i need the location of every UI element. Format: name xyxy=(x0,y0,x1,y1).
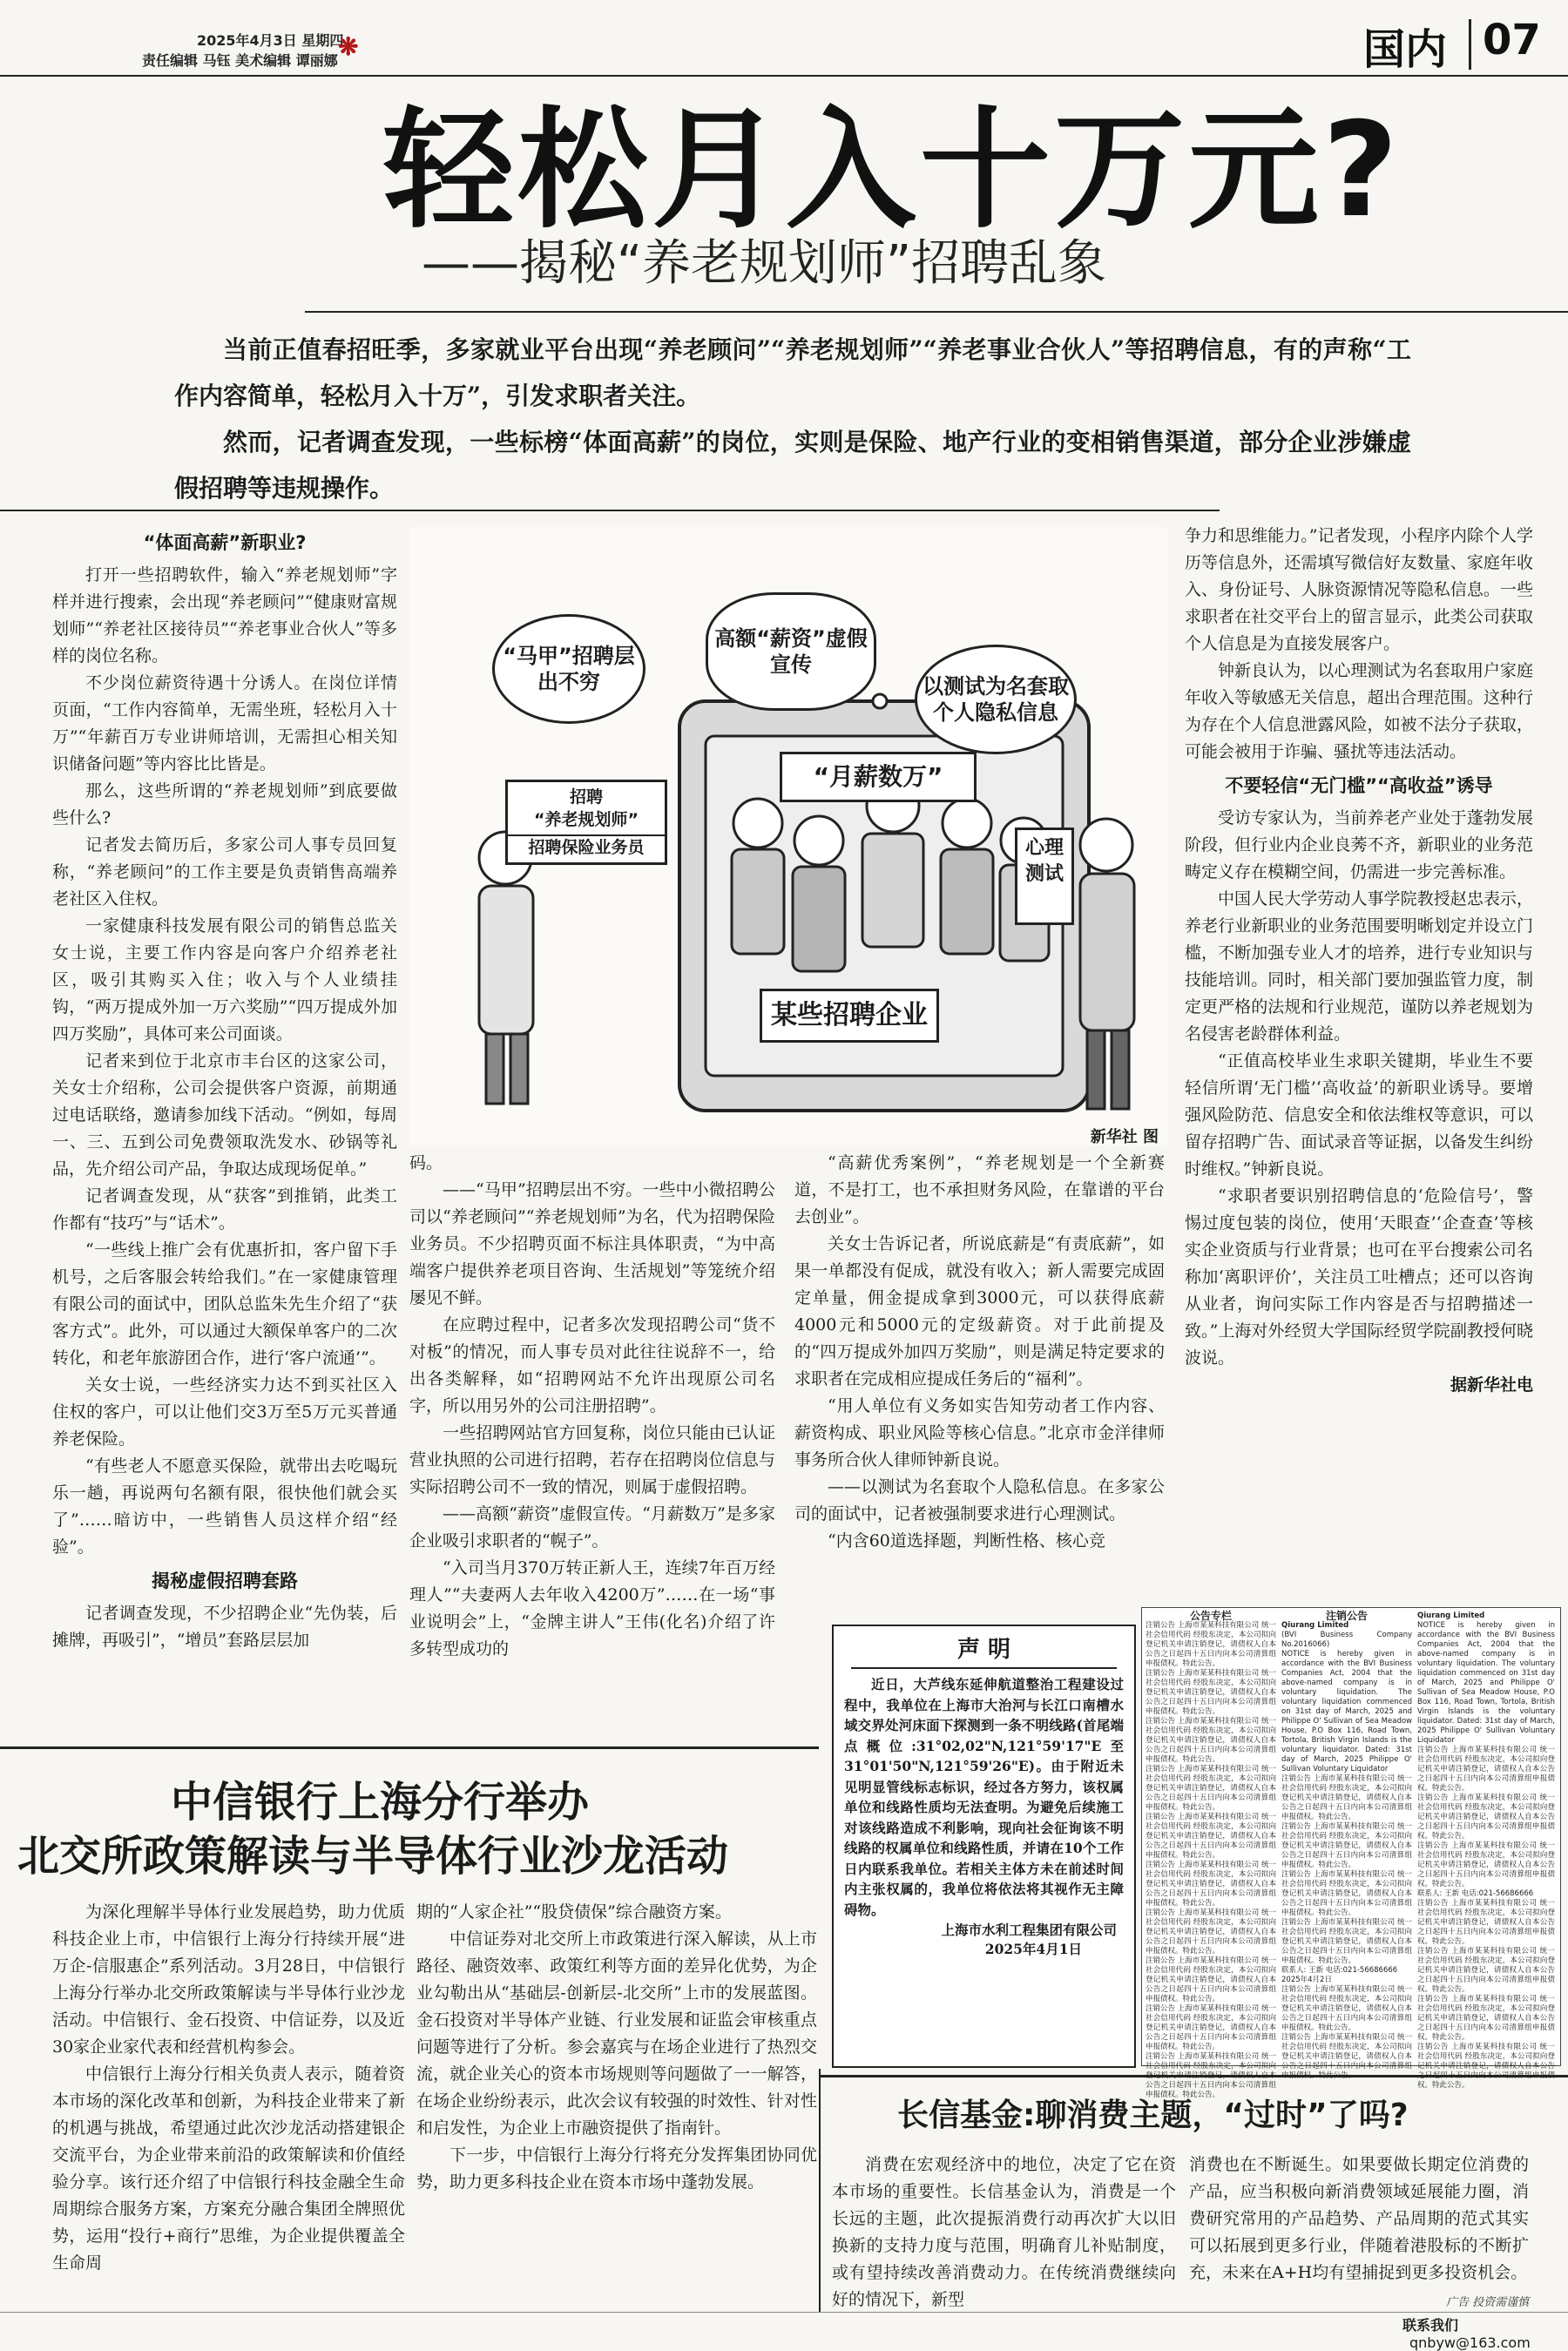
notice-text-en: NOTICE is hereby given in accordance with the BVI Business Companies Act, 2004 that the above-named company is in voluntary liquidation. The voluntary liquidation commenced on 31st day of March, 2025 and Philippe O' Sullivan of Sea Meadow House, P.O Box 116, Road Town, Tortola, British Virgin Islands is the voluntary liquidator. Dated: 31st day of March, 2025 Philippe O' Sullivan Voluntary Liquidator xyxy=(1281,1650,1412,1773)
notice-contact: 联系人: 王新 电话:021-56686666 xyxy=(1281,1966,1398,1975)
bubble-privacy: 以测试为名套取个人隐私信息 xyxy=(915,645,1077,754)
article-paragraph: 那么，这些所谓的“养老规划师”到底要做些什么? xyxy=(52,781,397,828)
article-right-column xyxy=(1185,523,1533,1564)
article-paragraph: 期的“人家企社”“股贷债保”综合融资方案。 xyxy=(416,1902,732,1922)
recruitment-sign xyxy=(505,780,667,865)
illustration-credit: 新华社 图 xyxy=(1090,1128,1159,1146)
article-paragraph: 记者发去简历后，多家公司人事专员回复称，“养老顾问”的工作主要是负责销售高端养老社区入住权。 xyxy=(52,835,397,909)
citic-column-2 xyxy=(416,1899,817,2308)
statement-body: 近日，大芦线东延伸航道整治工程建设过程中，我单位在上海市大治河与长江口南槽水域交界处河床面下探测到一条不明线路(首尾端点概位:31°02,02"N,121°59'17"E至31°01'50"N,121°59'26"E)。由于附近未见明显管线标志标识，经过各方努力，该权属单位和线路性质均无法查明。为避免后续施工对该线路造成不利影响，现向社会征询该不明线路的权属单位和线路性质，并请在10个工作日内联系我单位。若相关主体方未在前述时间内主张权属的，我单位将依法将其视作无主障碍物。 xyxy=(844,1676,1124,1918)
article-paragraph: 为深化理解半导体行业发展趋势，助力优质科技企业上市，中信银行上海分行持续开展“进万企-信服惠企”系列活动。3月28日，中信银行上海分行举办北交所政策解读与半导体行业沙龙活动。中信银行、金石投资、中信证券，以及近30家企业家代表和经营机构参会。 xyxy=(52,1902,405,2057)
article-paragraph: 关女士告诉记者，所说底薪是“有责底薪”，如果一单都没有促成，就没有收入；新人需要完成固定单量，佣金提成拿到3000元，可以获得底薪4000元和5000元的定级薪资。对于此前提及的“四万提成外加四万奖励”，则是满足特定要求的求职者在完成相应提成任务后的“福利”。 xyxy=(794,1234,1165,1388)
lead xyxy=(174,327,1411,511)
citic-top-rule xyxy=(0,1746,819,1749)
notice-text: 注销公告 上海市某某科技有限公司 统一社会信用代码 经股东决定，本公司拟向登记机关申请注销登记，请债权人自本公告之日起四十五日内向本公司清算组申报债权。特此公告。 xyxy=(1281,1870,1412,1917)
article-paragraph: 钟新良认为，以心理测试为名套取用户家庭年收入等敏感无关信息，超出合理范围。这种行为存在个人信息泄露风险，如被不法分子获取，可能会被用于诈骗、骚扰等违法活动。 xyxy=(1185,661,1533,761)
sign-line-3: 招聘保险业务员 xyxy=(508,834,665,859)
newspaper-logo: ❋ xyxy=(338,32,359,61)
bubble-false-salary: 高额“薪资”虚假宣传 xyxy=(706,592,876,711)
section-name: 国内 xyxy=(1363,25,1448,74)
notice-date: 2025年4月2日 xyxy=(1281,1976,1332,1984)
notice-text: 注销公告 上海市某某科技有限公司 统一社会信用代码 经股东决定，本公司拟向登记机关申请注销登记，请债权人自本公告之日起四十五日内向本公司清算组申报债权。特此公告。 xyxy=(1146,2004,1276,2051)
bubble-fake-recruiters: “马甲”招聘层出不穷 xyxy=(492,614,645,724)
article-paragraph: 中国人民大学劳动人事学院教授赵忠表示，养老行业新职业的业务范围要明晰划定并设立门槛，不断加强专业人才的培养，进行专业知识与技能培训。同时，相关部门要加强监管力度，制定更严格的法规和行业规范，谨防以养老规划为名侵害老龄群体利益。 xyxy=(1185,889,1533,1044)
notice-text: 注销公告 上海市某某科技有限公司 统一社会信用代码 经股东决定，本公司拟向登记机关申请注销登记，请债权人自本公告之日起四十五日内向本公司清算组申报债权。特此公告。 xyxy=(1417,1947,1555,1994)
lead-top-rule xyxy=(305,311,1568,313)
statement-org: 上海市水利工程集团有限公司 xyxy=(941,1922,1117,1938)
notice-text: 注销公告 上海市某某科技有限公司 统一社会信用代码 经股东决定，本公司拟向登记机关申请注销登记，请债权人自本公告之日起四十五日内向本公司清算组申报债权。特此公告。 xyxy=(1146,1765,1276,1812)
notice-text: 注销公告 上海市某某科技有限公司 统一社会信用代码 经股东决定，本公司拟向登记机关申请注销登记，请债权人自本公告之日起四十五日内向本公司清算组申报债权。特此公告。 xyxy=(1146,1956,1276,2003)
citic-title-line-2: 北交所政策解读与半导体行业沙龙活动 xyxy=(17,1832,729,1881)
article-paragraph: 关女士说，一些经济实力达不到买社区入住权的客户，可以让他们交3万至5万元买普通养老保险。 xyxy=(52,1375,397,1449)
notices-area xyxy=(1141,1607,1561,2099)
citic-divider xyxy=(819,2069,821,2313)
article-middle-column-1 xyxy=(409,1150,775,1733)
article-paragraph: 争力和思维能力。”记者发现，小程序内除个人学历等信息外，还需填写微信好友数量、家庭年收入、身份证号、人脉资源情况等隐私信息。一些求职者在社交平台上的留言显示，此类公司获取个人信息是为直接发展客户。 xyxy=(1185,526,1533,653)
article-paragraph: “有些老人不愿意买保险，就带出去吃喝玩乐一趟，再说两句名额有限，很快他们就会买了”……暗访中，一些销售人员这样介绍“经验”。 xyxy=(52,1456,397,1557)
article-left-column xyxy=(52,523,397,1742)
article-paragraph: 不少岗位薪资待遇十分诱人。在岗位详情页面，“工作内容简单，无需坐班，轻松月入十万”“年薪百万专业讲师培训，无需担心相关知识储备问题”等内容比比皆是。 xyxy=(52,673,397,774)
notice-text: 注销公告 上海市某某科技有限公司 统一社会信用代码 经股东决定，本公司拟向登记机关申请注销登记，请债权人自本公告之日起四十五日内向本公司清算组申报债权。特此公告。 xyxy=(1417,1746,1555,1793)
statement-date: 2025年4月1日 xyxy=(984,1941,1082,1957)
notice-text-en: NOTICE is hereby given in accordance with the BVI Business Companies Act, 2004 that the above-named company is in voluntary liquidation. The voluntary liquidation commenced on 31st day of March, 2025 and Philippe O' Sullivan of Sea Meadow House, P.O Box 116, Road Town, Tortola, British Virgin Islands is the voluntary liquidator. Dated: 31st day of March, 2025 Philippe O' Sullivan Voluntary Liquidator xyxy=(1417,1621,1555,1745)
lead-paragraph-1: 当前正值春招旺季，多家就业平台出现“养老顾问”“养老规划师”“养老事业合伙人”等招聘信息，有的声称“工作内容简单，轻松月入十万”，引发求职者关注。 xyxy=(174,335,1411,410)
article-paragraph: 受访专家认为，当前养老产业处于蓬勃发展阶段，但行业内企业良莠不齐，新职业的业务范畴定义存在模糊空间，仍需进一步完善标准。 xyxy=(1185,808,1533,882)
sign-line-1: 招聘 xyxy=(569,787,603,807)
article-paragraph: “正值高校毕业生求职关键期，毕业生不要轻信所谓‘无门槛’‘高收益’的新职业诱导。要增强风险防范、信息安全和依法维权等意识，可以留存招聘广告、面试录音等证据，以备发生纠纷时维权。”钟新良说。 xyxy=(1185,1051,1533,1179)
article-paragraph: 在应聘过程中，记者多次发现招聘公司“货不对板”的情况，而人事专员对此往往说辞不一，给出各类解释，如“招聘网站不允许出现原公司名字，所以用另外的公司注册招聘”。 xyxy=(409,1315,775,1415)
notice-text: 注销公告 上海市某某科技有限公司 统一社会信用代码 经股东决定，本公司拟向登记机关申请注销登记，请债权人自本公告之日起四十五日内向本公司清算组申报债权。特此公告。 xyxy=(1417,1841,1555,1888)
sign-line-2: “养老规划师” xyxy=(534,810,639,829)
notice-column-3 xyxy=(1417,1611,1555,2090)
article-paragraph: “入司当月370万转正新人王，连续7年百万经理人”“夫妻两人去年收入4200万”……在一场“事业说明会”上，“金牌主讲人”王伟(化名)介绍了许多转型成功的 xyxy=(409,1558,775,1659)
masthead-rule xyxy=(0,75,1568,77)
notice-text: 注销公告 上海市某某科技有限公司 统一社会信用代码 经股东决定，本公司拟向登记机关申请注销登记，请债权人自本公告之日起四十五日内向本公司清算组申报债权。特此公告。 xyxy=(1146,1861,1276,1908)
notice-company: Qiurang Limited xyxy=(1281,1621,1349,1630)
notice-text: 注销公告 上海市某某科技有限公司 统一社会信用代码 经股东决定，本公司拟向登记机关申请注销登记，请债权人自本公告之日起四十五日内向本公司清算组申报债权。特此公告。 xyxy=(1281,1985,1412,2032)
headline-title: 轻松月入十万元? xyxy=(383,95,1402,247)
notice-text: 注销公告 上海市某某科技有限公司 统一社会信用代码 经股东决定，本公司拟向登记机关申请注销登记，请债权人自本公告之日起四十五日内向本公司清算组申报债权。特此公告。 xyxy=(1417,1899,1555,1946)
lead-bottom-rule xyxy=(0,510,1220,511)
statement-box xyxy=(832,1625,1136,2068)
fund-column-1 xyxy=(832,2152,1176,2309)
notice-text: 注销公告 上海市某某科技有限公司 统一社会信用代码 经股东决定，本公司拟向登记机关申请注销登记，请债权人自本公告之日起四十五日内向本公司清算组申报债权。特此公告。 xyxy=(1146,1717,1276,1764)
article-paragraph: 一些招聘网站官方回复称，岗位只能由已认证营业执照的公司进行招聘，若存在招聘岗位信息与实际招聘公司不一致的情况，则属于虚假招聘。 xyxy=(409,1423,775,1496)
editor-line: 责任编辑 马钰 美术编辑 谭丽娜 xyxy=(142,52,338,69)
article-paragraph: 消费在宏观经济中的地位，决定了它在资本市场的重要性。长信基金认为，消费是一个长远的主题，此次提振消费行动再次扩大以旧换新的支持力度与范围，明确育儿补贴制度，或有望持续改善消费动力。在传统消费继续向好的情况下，新型 xyxy=(832,2155,1176,2309)
article-paragraph: 消费也在不断诞生。如果要做长期定位消费的产品，应当积极向新消费领域延展能力圈，消费研究常用的产品趋势、产品周期的范式其实可以拓展到更多行业，伴随着港股标的不断扩充，未来在A+H均有望捕捉到更多投资机会。 xyxy=(1189,2155,1529,2282)
page-number: 07 xyxy=(1483,16,1541,64)
notice-text: 注销公告 上海市某某科技有限公司 统一社会信用代码 经股东决定，本公司拟向登记机关申请注销登记，请债权人自本公告之日起四十五日内向本公司清算组申报债权。特此公告。 xyxy=(1146,1813,1276,1860)
notice-text: 注销公告 上海市某某科技有限公司 统一社会信用代码 经股东决定，本公司拟向登记机关申请注销登记，请债权人自本公告之日起四十五日内向本公司清算组申报债权。特此公告。 xyxy=(1417,1995,1555,2042)
footer-email[interactable]: qnbyw@163.com xyxy=(1409,2334,1531,2351)
article-paragraph: “用人单位有义务如实告知劳动者工作内容、薪资构成、职业风险等核心信息。”北京市金洋律师事务所合伙人律师钟新良说。 xyxy=(794,1396,1165,1469)
fund-title: 长信基金:聊消费主题，“过时”了吗? xyxy=(897,2098,1409,2133)
masthead xyxy=(0,0,1568,78)
notice-text: 注销公告 上海市某某科技有限公司 统一社会信用代码 经股东决定，本公司拟向登记机关申请注销登记，请债权人自本公告 权。特此公告。 xyxy=(1417,2043,1555,2090)
banner-monthly-salary: “月薪数万” xyxy=(780,752,977,802)
notice-column-2 xyxy=(1281,1610,1412,2071)
article-paragraph: ——高额“薪资”虚假宣传。“月薪数万”是多家企业吸引求职者的“幌子”。 xyxy=(409,1504,775,1550)
notice-column-1 xyxy=(1146,1610,1276,2099)
notice-text: 注销公告 上海市某某科技有限公司 统一社会信用代码 经股东决定，本公司拟向登记机关申请注销登记，请债权人自本公告之日起四十五日内向本公司清算组申报债权。特此公告。 xyxy=(1146,1908,1276,1956)
article-paragraph: 码。 xyxy=(409,1153,443,1172)
citic-column-1 xyxy=(52,1899,405,2308)
article-paragraph: 打开一些招聘软件，输入“养老规划师”字样并进行搜索，会出现“养老顾问”“健康财富规划师”“养老社区接待员”“养老事业合伙人”等多样的岗位名称。 xyxy=(52,565,397,665)
footer-contact xyxy=(1402,2314,1568,2351)
fund-ad-tag: 广告 投资需谨慎 xyxy=(1446,2296,1530,2309)
article-paragraph: 记者调查发现，从“获客”到推销，此类工作都有“技巧”与“话术”。 xyxy=(52,1186,397,1233)
headline-subtitle: ——揭秘“养老规划师”招聘乱象 xyxy=(422,235,1107,292)
footer-contact-label: 联系我们 xyxy=(1402,2317,1459,2334)
article-paragraph: “求职者要识别招聘信息的‘危险信号’，警惕过度包装的岗位，使用‘天眼查’‘企查查’等核实企业资质与行业背景；也可在平台搜索公司名称加‘离职评价’，关注员工吐槽点；还可以咨询从业者，询问实际工作内容是否与招聘描述一致。”上海对外经贸大学国际经贸学院副教授何晓波说。 xyxy=(1185,1186,1533,1368)
citic-title-line-1: 中信银行上海分行举办 xyxy=(171,1778,590,1827)
article-paragraph: ——以测试为名套取个人隐私信息。在多家公司的面试中，记者被强制要求进行心理测试。 xyxy=(794,1477,1165,1523)
article-paragraph: 一家健康科技发展有限公司的销售总监关女士说，主要工作内容是向客户介绍养老社区，吸引其购买入住；收入与个人业绩挂钩，“两万提成外加一万六奖励”“四万提成外加四万奖励”，具体可来公司面谈。 xyxy=(52,916,397,1044)
notice-text: 注销公告 上海市某某科技有限公司 统一社会信用代码 经股东决定，本公司拟向登记机关申请注销登记，请债权人自本公告之日起四十五日内向本公司清算组申报债权。特此公告。 xyxy=(1281,1822,1412,1869)
fund-top-rule xyxy=(819,2075,1568,2077)
notice-text: 注销公告 上海市某某科技有限公司 统一社会信用代码 经股东决定，本公司拟向 公告之日起四十五日内向本公司清算组申报债权。特此公告。 xyxy=(1146,2052,1276,2099)
article-paragraph: 中信证券对北交所上市政策进行深入解读，从上市路径、融资效率、政策红利等方面的差异化优势，为企业勾勒出从“基础层-创新层-北交所”上市的发展蓝图。金石投资对半导体产业链、行业发展和证监会审核重点问题等进行了分析。参会嘉宾与在场企业进行了热烈交流，就企业关心的资本市场规则等问题做了一一解答，在场企业纷纷表示，此次会议有较强的时效性、针对性和启发性，为企业上市融资提供了指南针。 xyxy=(416,1929,817,2138)
footer-rule xyxy=(0,2312,1568,2313)
illustration xyxy=(409,527,1167,1145)
lead-paragraph-2: 然而，记者调查发现，一些标榜“体面高薪”的岗位，实则是保险、地产行业的变相销售渠道，部分企业涉嫌虚假招聘等违规操作。 xyxy=(174,428,1411,503)
notice-contact: 联系人: 王新 电话:021-56686666 xyxy=(1417,1889,1534,1898)
article-paragraph: ——“马甲”招聘层出不穷。一些中小微招聘公司以“养老顾问”“养老规划师”为名，代为招聘保险业务员。不少招聘页面不标注具体职责，“为中高端客户提供养老项目咨询、生活规划”等笼统介绍屡见不鲜。 xyxy=(409,1180,775,1307)
section-heading-2: 揭秘虚假招聘套路 xyxy=(152,1571,298,1591)
article-paragraph: 中信银行上海分行相关负责人表示，随着资本市场的深化改革和创新，为科技企业带来了新的机遇与挑战，希望通过此次沙龙活动搭建银企交流平台，为企业带来前沿的政策解读和价值经验分享。该行还介绍了中信银行科技金融全生命周期综合服务方案，方案充分融合集团全牌照优势，运用“投行+商行”思维，为企业提供覆盖全生命周 xyxy=(52,2064,405,2273)
article-paragraph: 下一步，中信银行上海分行将充分发挥集团协同优势，助力更多科技企业在资本市场中蓬勃发展。 xyxy=(416,2145,817,2192)
statement-title: 声 明 xyxy=(851,1632,1117,1669)
section-heading-3: 不要轻信“无门槛”“高收益”诱导 xyxy=(1225,775,1493,796)
psych-test-paper: 心理测试 xyxy=(1015,828,1074,925)
notice-text: 注销公告 上海市某某科技有限公司 统一社会信用代码 经股东决定，本公司拟向登记机关申请注销登记，请债权人自本公告之日起四十五日内向本公司清算组申报债权。特此公告。 xyxy=(1281,1774,1412,1821)
article-paragraph: “内含60道选择题，判断性格、核心竞 xyxy=(828,1531,1105,1550)
notice-text: 注销公告 上海市某某科技有限公司 统一社会信用代码 经股东决定，本公司拟向登记机关申请注销登记，请债权人自本公告之日起四十五日内向本公司清算组 xyxy=(1281,2033,1412,2071)
article-paragraph: “高薪优秀案例”，“养老规划是一个全新赛道，不是打工，也不承担财务风险，在靠谱的平台去创业”。 xyxy=(794,1153,1165,1226)
company-sign: 某些招聘企业 xyxy=(760,989,939,1043)
notice-label-2: 注销公告 xyxy=(1325,1610,1368,1622)
notice-company-no: (BVI Business Company No.2016066) xyxy=(1281,1631,1412,1649)
notice-label-1: 公告专栏 xyxy=(1189,1610,1232,1622)
date-line: 2025年4月3日 星期四 xyxy=(197,32,344,49)
fund-column-2 xyxy=(1189,2152,1529,2300)
article-paragraph: 记者调查发现，不少招聘企业“先伪装，后摊牌，再吸引”，“增员”套路层层加 xyxy=(52,1604,397,1650)
article-paragraph: 记者来到位于北京市丰台区的这家公司，关女士介绍称，公司会提供客户资源，前期通过电话联络，邀请参加线下活动。“例如，每周一、三、五到公司免费领取洗发水、砂锅等礼品，先介绍公司产品，争取达成现场促单。” xyxy=(52,1051,397,1179)
notice-text: 注销公告 上海市某某科技有限公司 统一社会信用代码 经股东决定，本公司拟向登记机关申请注销登记，请债权人自本公告之日起四十五日内向本公司清算组申报债权。特此公告。 xyxy=(1417,1794,1555,1841)
notice-text: 注销公告 上海市某某科技有限公司 统一社会信用代码 经股东决定，本公司拟向登记机关申请注销登记，请债权人自本公告之日起四十五日内向本公司清算组申报债权。特此公告。 xyxy=(1146,1621,1276,1668)
notice-company: Qiurang Limited xyxy=(1417,1611,1485,1620)
section-heading-1: “体面高薪”新职业? xyxy=(143,532,307,553)
section-divider xyxy=(1469,19,1471,70)
article-paragraph: “一些线上推广会有优惠折扣，客户留下手机号，之后客服会转给我们。”在一家健康管理有限公司的面试中，团队总监朱先生介绍了“获客方式”。此外，可以通过大额保单客户的二次转化，和老年旅游团合作，进行‘客户流通’”。 xyxy=(52,1240,397,1368)
notice-text: 注销公告 上海市某某科技有限公司 统一社会信用代码 经股东决定，本公司拟向登记机关申请注销登记，请债权人自本公告之日起四十五日内向本公司清算组申报债权。特此公告。 xyxy=(1146,1669,1276,1716)
notice-text: 注销公告 上海市某某科技有限公司 统一社会信用代码 经股东决定，本公司拟向登记机关申请注销登记，请债权人自本公告之日起四十五日内向本公司清算组申报债权。特此公告。 xyxy=(1281,1918,1412,1965)
article-credit: 据新华社电 xyxy=(1450,1375,1533,1395)
article-middle-column-2 xyxy=(794,1150,1165,1611)
